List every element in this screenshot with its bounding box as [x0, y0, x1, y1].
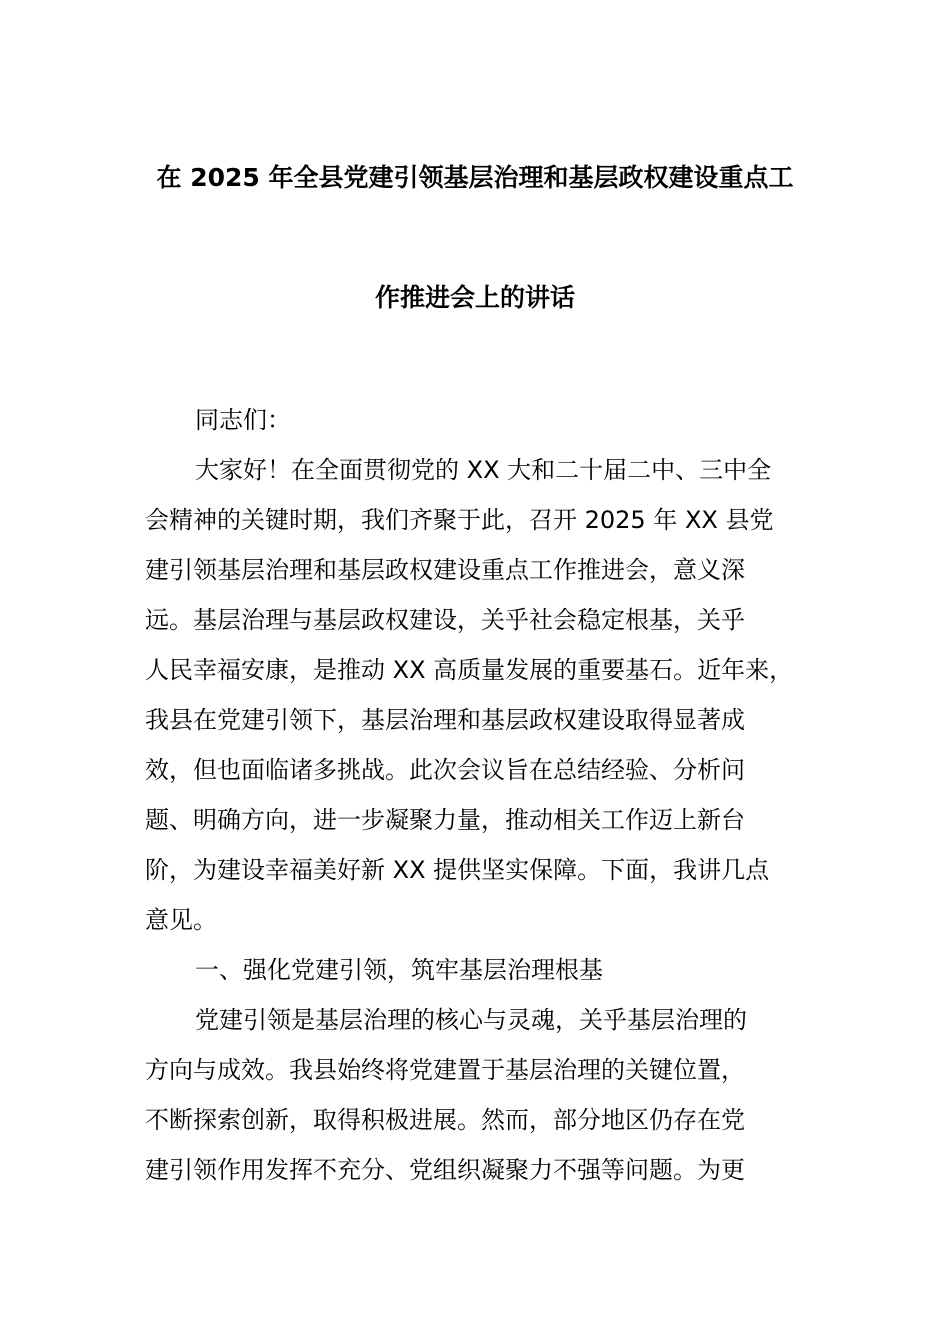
- paragraph-line: 党建引领是基层治理的核心与灵魂，关乎基层治理的: [195, 1006, 747, 1034]
- paragraph-line: 建引领基层治理和基层政权建设重点工作推进会，意义深: [145, 556, 745, 584]
- paragraph-line: 意见。: [145, 906, 217, 934]
- paragraph-line: 人民幸福安康，是推动 XX 高质量发展的重要基石。近年来，: [145, 656, 794, 684]
- paragraph-line: 方向与成效。我县始终将党建置于基层治理的关键位置，: [145, 1056, 745, 1084]
- paragraph-line: 不断探索创新，取得积极进展。然而，部分地区仍存在党: [145, 1106, 745, 1134]
- document-title-line-1: 在 2025 年全县党建引领基层治理和基层政权建设重点工: [156, 163, 794, 192]
- section-heading: 一、强化党建引领，筑牢基层治理根基: [195, 956, 603, 984]
- document-title-line-2: 作推进会上的讲话: [374, 283, 575, 312]
- paragraph-line: 大家好！在全面贯彻党的 XX 大和二十届二中、三中全: [195, 456, 772, 484]
- paragraph-line: 会精神的关键时期，我们齐聚于此，召开 2025 年 XX 县党: [145, 506, 774, 534]
- paragraph-line: 远。基层治理与基层政权建设，关乎社会稳定根基，关乎: [145, 606, 745, 634]
- paragraph-line: 题、明确方向，进一步凝聚力量，推动相关工作迈上新台: [145, 806, 745, 834]
- paragraph-line: 阶，为建设幸福美好新 XX 提供坚实保障。下面，我讲几点: [145, 856, 770, 884]
- paragraph-line: 我县在党建引领下，基层治理和基层政权建设取得显著成: [145, 706, 745, 734]
- salutation: 同志们：: [195, 406, 291, 434]
- paragraph-line: 效，但也面临诸多挑战。此次会议旨在总结经验、分析问: [145, 756, 745, 784]
- paragraph-line: 建引领作用发挥不充分、党组织凝聚力不强等问题。为更: [145, 1156, 745, 1184]
